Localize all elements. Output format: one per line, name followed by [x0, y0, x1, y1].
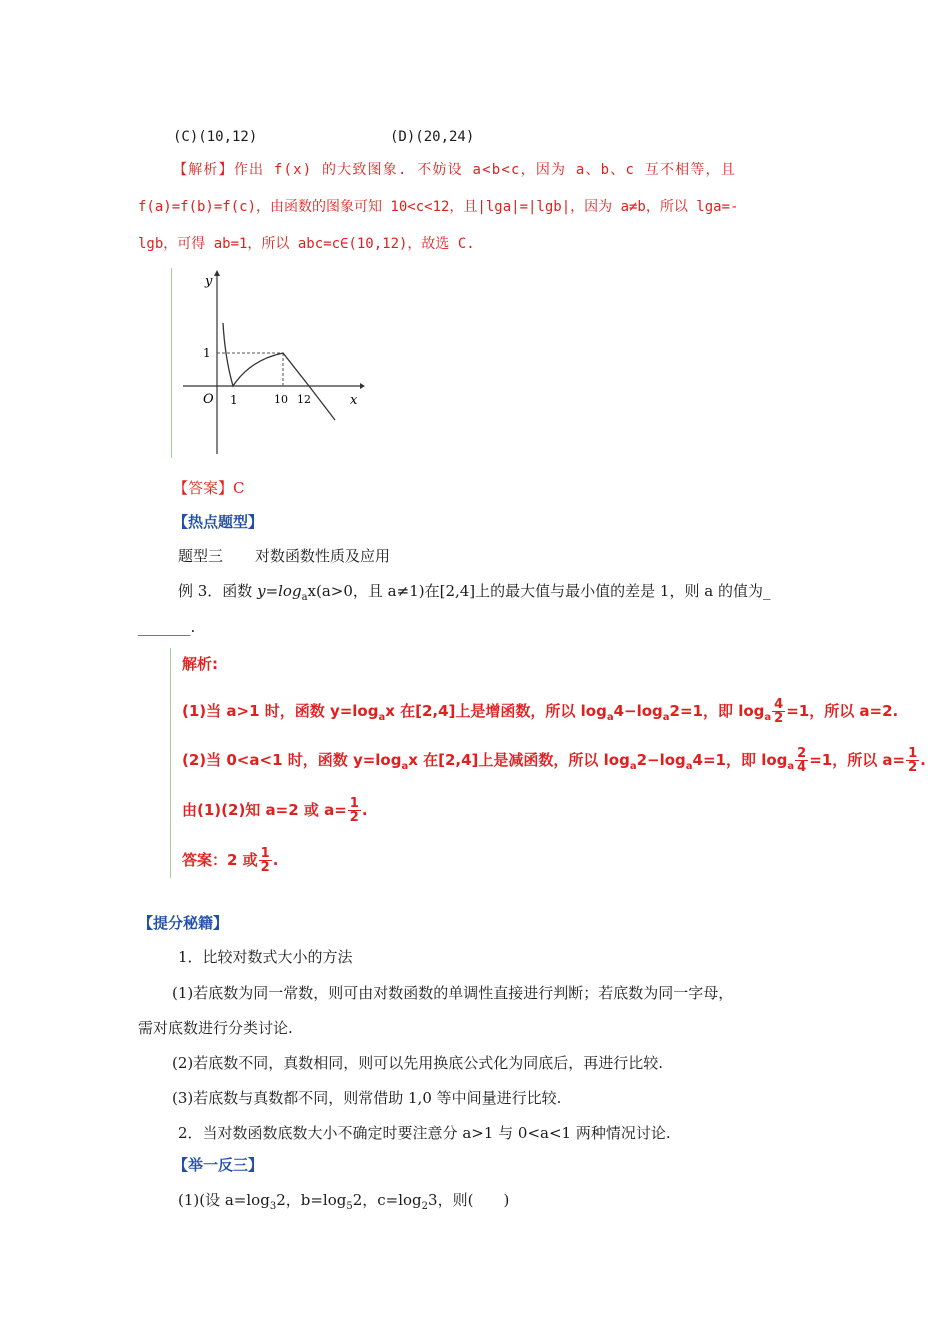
- q1-sub2: 5: [346, 1201, 353, 1212]
- option-d: (D)(20,24): [390, 129, 475, 145]
- solution-title: 解析:: [182, 655, 218, 673]
- example3-sub: a: [301, 592, 308, 603]
- sol2-sub3: a: [685, 761, 693, 772]
- sol2-sub2: a: [629, 761, 637, 772]
- sol2-frac2-num: 1: [908, 746, 918, 761]
- tick-x-10: 10: [274, 393, 288, 406]
- sol1-frac-num: 4: [774, 697, 784, 712]
- example3-rest: x(a>0，且 a≠1)在[2,4]上的最大值与最小值的差是 1，则 a 的值为_: [307, 582, 771, 600]
- sol3-fraction: [348, 797, 361, 824]
- hot-topic-heading: 【热点题型】: [173, 513, 264, 531]
- sol3-frac-num: 1: [349, 796, 359, 811]
- sol3-frac-den: 2: [349, 810, 359, 825]
- tips-p2: (1)若底数为同一常数，则可由对数函数的单调性直接进行判断；若底数为同一字母，: [172, 984, 734, 1002]
- practice-q1: [178, 1190, 509, 1217]
- tick-x-12: 12: [297, 393, 311, 406]
- tick-x-1: 1: [230, 393, 238, 407]
- example3-func: y=log: [257, 582, 302, 600]
- function-graph: [175, 268, 365, 458]
- tips-p3: 需对底数进行分类讨论.: [138, 1019, 293, 1037]
- sol2-sub1: a: [401, 761, 409, 772]
- sol1-b: a>1 时，函数 y=log: [226, 702, 379, 720]
- sol2-d: 4=1，即 log: [692, 751, 788, 769]
- type3-label: 题型三: [178, 547, 224, 565]
- sol1-sub3: a: [662, 712, 670, 723]
- sol2-fraction-a: [795, 747, 808, 774]
- type3-title: 对数函数性质及应用: [255, 547, 391, 565]
- sol3-a: 由(1)(2)知 a=2 或 a=: [182, 801, 347, 819]
- analysis-line-1: [173, 160, 736, 180]
- sol1-a: (1)当: [182, 702, 227, 720]
- sol1-f: =1，所以 a=2.: [786, 702, 899, 720]
- solution-line-3: 由(1)(2)知 a=2 或 a= $\frac{1}{2}$ .: [182, 796, 368, 825]
- sol2-a: (2)当 0<a<1 时，函数 y=log: [182, 751, 402, 769]
- analysis-tag: 【解析】: [173, 162, 234, 178]
- solution-line-1: [182, 698, 898, 728]
- practice-heading: 【举一反三】: [173, 1156, 264, 1174]
- sol1-fraction: [772, 698, 785, 725]
- sol2-frac2-den: 2: [908, 760, 918, 775]
- sol1-e: 2=1，即 log: [669, 702, 765, 720]
- y-axis-label: y: [205, 274, 213, 289]
- sol2-frac-num: 2: [797, 746, 807, 761]
- solution-margin-line: [170, 648, 171, 878]
- q1-b: 2，b=log: [276, 1191, 347, 1209]
- analysis-line-3: lgb，可得 ab=1，所以 abc=c∈(10,12)，故选 C.: [138, 236, 475, 252]
- analysis-line-2: f(a)=f(b)=f(c)，由函数的图象可知 10<c<12，且|lga|=|lgb|，因为 a≠b，所以 lga=-: [138, 199, 739, 215]
- answer-value: C: [233, 479, 245, 497]
- sol1-sub1: a: [378, 712, 386, 723]
- q1-d: 3，则( ): [428, 1191, 510, 1209]
- sol2-fraction-b: [906, 747, 919, 774]
- origin-label: O: [203, 392, 214, 407]
- tips-p4: (2)若底数不同，真数相同，则可以先用换底公式化为同底后，再进行比较.: [172, 1054, 664, 1072]
- option-c: (C)(10,12): [173, 129, 258, 145]
- sol1-frac-den: 2: [774, 711, 784, 726]
- sol1-d: 4−log: [613, 702, 663, 720]
- answer-1: [173, 478, 245, 498]
- sol4-frac-den: 2: [260, 860, 270, 875]
- analysis-text-1: 作出 f(x) 的大致图象. 不妨设 a<b<c，因为 a、b、c 互不相等，且: [233, 162, 736, 178]
- tips-heading: 【提分秘籍】: [138, 914, 229, 932]
- q1-a: (1)(设 a=log: [178, 1191, 270, 1209]
- solution-answer: 答案：2 或 $\frac{1}{2}$ .: [182, 846, 279, 875]
- q1-sub1: 3: [269, 1201, 277, 1212]
- sol4-a: 答案：2 或: [182, 851, 258, 869]
- sol2-frac-den: 4: [797, 760, 807, 775]
- sol4-fraction: [259, 847, 272, 874]
- tips-p6: 2．当对数函数底数大小不确定时要注意分 a>1 与 0<a<1 两种情况讨论.: [178, 1124, 671, 1142]
- sol2-sub4: a: [787, 761, 795, 772]
- example3-prefix: 例 3．函数: [178, 582, 258, 600]
- graph-margin-line: [171, 268, 172, 458]
- sol2-c: 2−log: [636, 751, 686, 769]
- example3-blank: _______.: [138, 618, 196, 636]
- solution-line-2: (2)当 0<a<1 时，函数 $y=\log_ax$ 在[2,4]上是减函数，所以 $\log_a2-\log_a4=1$，即 $\log_a$ $\frac{2}{4}$ =1，所以 a= $\frac{1}{2}$ .: [182, 746, 926, 775]
- q1-c: 2，c=log: [352, 1191, 422, 1209]
- sol1-sub2: a: [606, 712, 614, 723]
- sol4-frac-num: 1: [260, 846, 270, 861]
- tips-p1: 1．比较对数式大小的方法: [178, 948, 353, 966]
- sol1-sub4: a: [764, 712, 772, 723]
- tips-p5: (3)若底数与真数都不同，则常借助 1,0 等中间量进行比较.: [172, 1089, 562, 1107]
- sol2-e: =1，所以 a=: [809, 751, 906, 769]
- example3-line: [178, 581, 770, 608]
- sol1-c: x 在[2,4]上是增函数，所以 log: [385, 702, 607, 720]
- sol2-b: x 在[2,4]上是减函数，所以 log: [408, 751, 630, 769]
- q1-sub3: 2: [421, 1201, 429, 1212]
- answer-tag: 【答案】: [173, 479, 234, 497]
- tick-y-1: 1: [203, 346, 211, 360]
- x-axis-label: x: [350, 393, 358, 408]
